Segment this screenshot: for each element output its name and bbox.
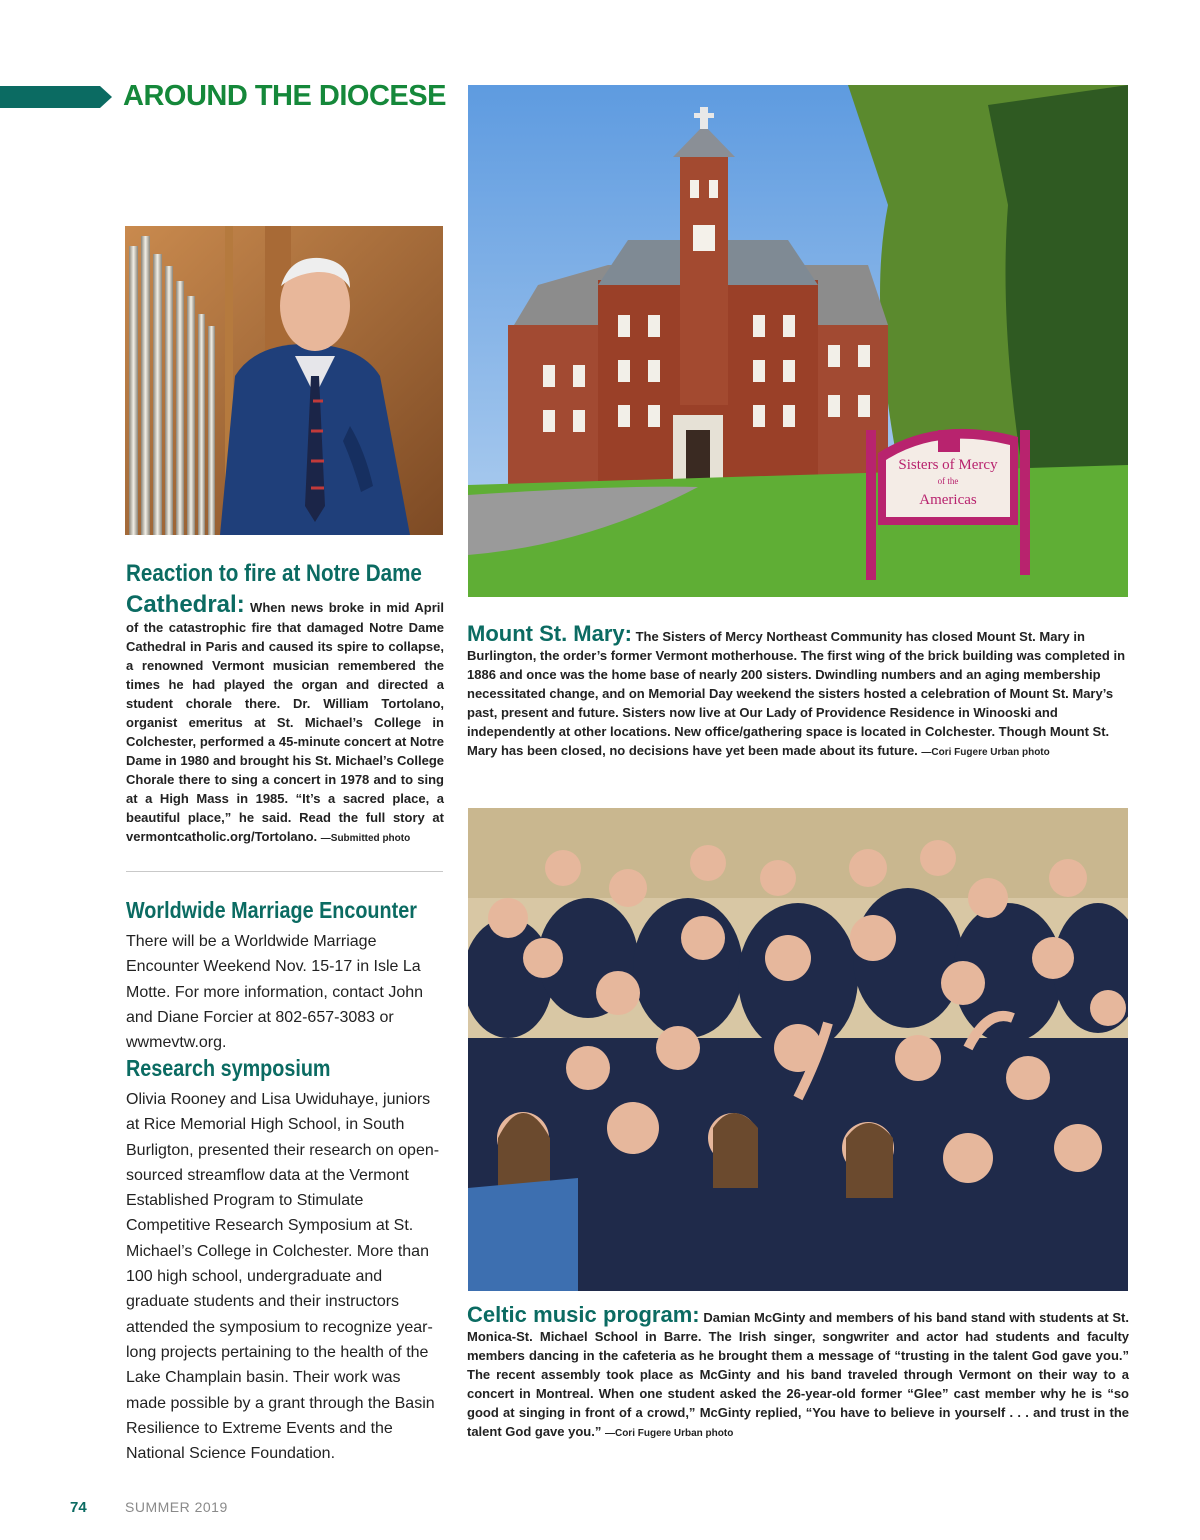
notre-dame-body: When news broke in mid April of the catastrophic fire that damaged Notre Dame Cathedral in Paris and caused its spire to collapse, a renowned Vermont musician remembered the times he had played the organ and directed a student chorale there. Dr. William Tortolano, organist emeritus at St. Michael’s College in Colchester, performed a 45-minute concert at Notre Dame in 1980 and brought his St. Michael’s College Chorale there to sing a concert in 1978 and to sing at a High Mass in 1985. “It’s a sacred place, a beautiful place,” he said. Read the full story at vermontcatholic.org/Tortolano.: [126, 600, 444, 844]
sign-text-line3: Americas: [919, 492, 977, 508]
section-title: AROUND THE DIOCESE: [123, 80, 446, 112]
divider-rule: [126, 871, 443, 872]
research-body: Olivia Rooney and Lisa Uwiduhaye, juniors at Rice Memorial High School, in South Burligton, presented their research on open-sourced streamflow data at the Vermont Established Program to Stimulate Competitive Research Symposium at St. Michael’s College in Colchester. More than 100 high school, undergraduate and graduate students and their instructors attended the symposium to recognize year-long projects pertaining to the health of the Lake Champlain basin. Their work was made possible by a grant through the Basin Resilience to Extreme Events and the National Science Foundation.: [126, 1091, 440, 1463]
sign-text-line2: of the: [937, 476, 959, 486]
mount-st-mary-caption: [467, 623, 1129, 762]
notre-dame-headline: Reaction to fire at Notre Dame: [126, 560, 422, 587]
celtic-music-photo: [468, 808, 1128, 1291]
section-arrow-bar: [0, 86, 112, 108]
research-headline: Research symposium: [126, 1055, 331, 1081]
page-number: 74: [70, 1499, 87, 1516]
mount-st-mary-credit: —Cori Fugere Urban photo: [921, 747, 1050, 758]
notre-dame-credit: —Submitted photo: [320, 833, 411, 844]
celtic-lead: Celtic music program:: [467, 1302, 700, 1327]
marriage-headline: Worldwide Marriage Encounter: [126, 897, 417, 923]
celtic-credit: —Cori Fugere Urban photo: [604, 1428, 734, 1439]
mount-st-mary-body: The Sisters of Mercy Northeast Community has closed Mount St. Mary in Burlington, the order’s former Vermont motherhouse. The first wing of the brick building was completed in 1886 and once was the home base of nearly 200 sisters. Dwindling numbers and an aging membership necessitated change, and on Memorial Day weekend the sisters hosted a celebration of Mount St. Mary’s past, present and future. Sisters now live at Our Lady of Providence Residence in Winooski and independently at other locations. New office/gathering space is located in Colchester. Though Mount St. Mary has been closed, no decisions have yet been made about its future.: [467, 629, 1126, 758]
organist-photo: [125, 226, 443, 535]
celtic-caption: [467, 1304, 1129, 1443]
mount-st-mary-lead: Mount St. Mary:: [467, 621, 632, 646]
mount-st-mary-photo: [468, 85, 1128, 597]
notre-dame-lead: Cathedral:: [126, 591, 245, 618]
notre-dame-text: [126, 592, 444, 848]
celtic-body: Damian McGinty and members of his band stand with students at St. Monica-St. Michael School in Barre. The Irish singer, songwriter and actor had students and faculty members dancing in the cafeteria as he brought them a message of “trusting in the talent God gave you.” The recent assembly took place as McGinty and his band traveled through Vermont on their way to a concert in Montreal. When one student asked the 26-year-old former “Glee” cast member why he is “so good at singing in front of a crowd,” McGinty replied, “You have to believe in yourself . . . and trust in the talent God gave you.”: [467, 1310, 1129, 1439]
issue-label: SUMMER 2019: [125, 1499, 228, 1515]
marriage-body: There will be a Worldwide Marriage Encounter Weekend Nov. 15-17 in Isle La Motte. For more information, contact John and Diane Forcier at 802-657-3083 or wwmevtw.org.: [126, 933, 424, 1052]
sign-text-line1: Sisters of Mercy: [898, 457, 998, 473]
